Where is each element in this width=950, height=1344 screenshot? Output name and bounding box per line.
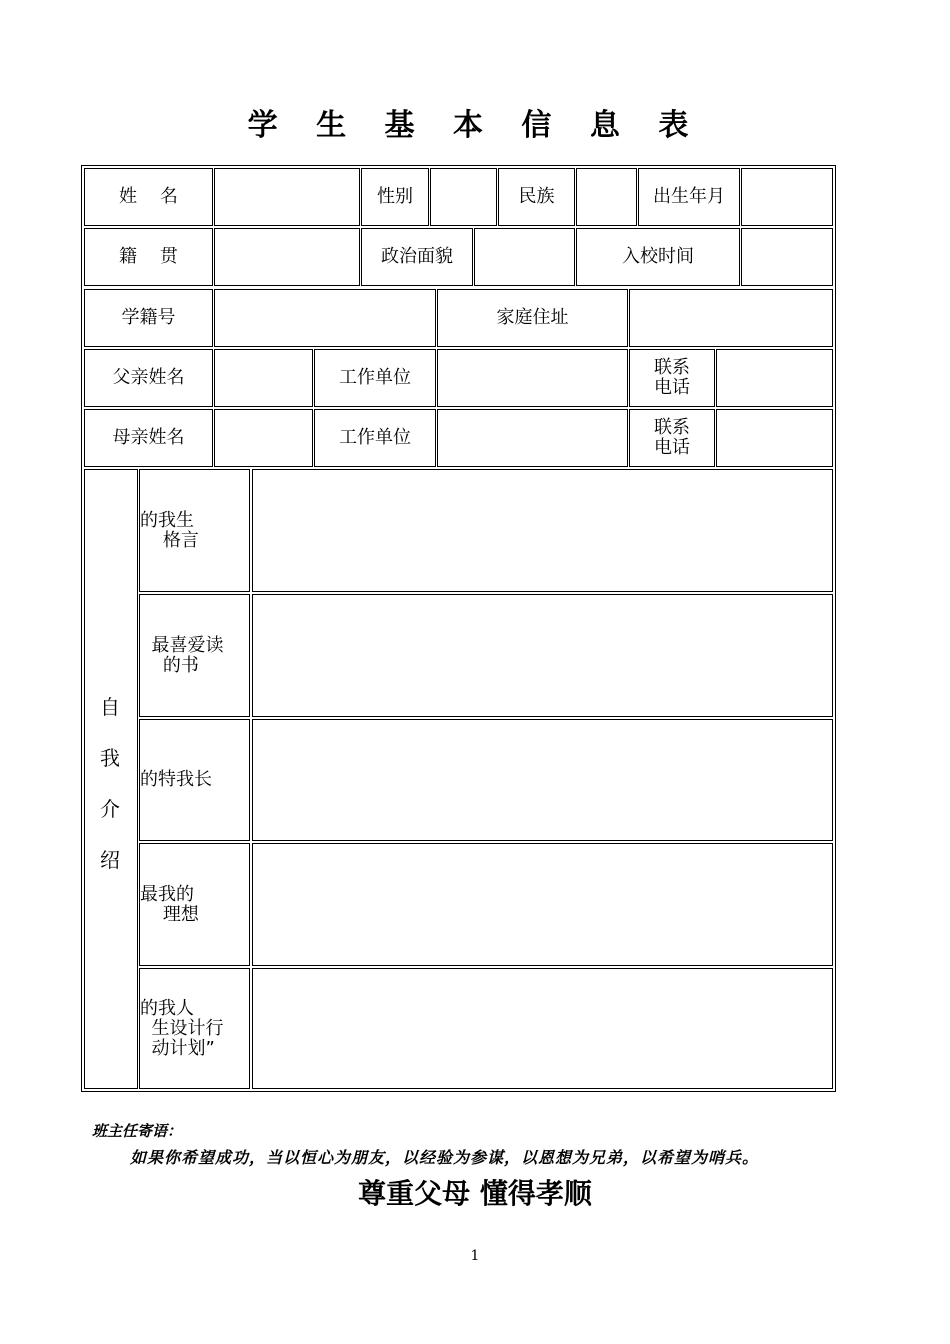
page-title: 学 生 基 本 信 息 表 xyxy=(247,108,703,143)
father-name-label: 父亲姓名 xyxy=(84,349,213,407)
birth-label: 出生年月 xyxy=(638,168,740,226)
specialty-label: 的特我长 xyxy=(139,719,250,841)
origin-label: 籍 贯 xyxy=(84,228,213,286)
self-intro-char-4: 绍 xyxy=(100,848,120,872)
mother-contact-label: 联系 电话 xyxy=(629,409,715,467)
life-plan-label: 的我人 生设计行 动计划” xyxy=(139,968,250,1089)
name-label: 姓 名 xyxy=(84,168,213,226)
slogan: 尊重父母 懂得孝顺 xyxy=(358,1177,592,1210)
teacher-comment-text: 如果你希望成功，当以恒心为朋友，以经验为参谋，以恩想为兄弟，以希望为哨兵。 xyxy=(130,1148,760,1167)
favorite-book-label: 最喜爱读 的书 xyxy=(139,594,250,717)
gender-label: 性别 xyxy=(361,168,429,226)
self-intro-char-2: 我 xyxy=(100,746,120,770)
life-plan-field[interactable] xyxy=(252,968,833,1089)
favorite-book-field[interactable] xyxy=(252,594,833,717)
motto-label: 的我生 格言 xyxy=(139,469,250,592)
political-field[interactable] xyxy=(474,228,575,286)
mother-work-field[interactable] xyxy=(437,409,628,467)
birth-field[interactable] xyxy=(741,168,833,226)
father-work-label: 工作单位 xyxy=(314,349,436,407)
specialty-field[interactable] xyxy=(252,719,833,841)
father-name-field[interactable] xyxy=(214,349,313,407)
address-field[interactable] xyxy=(629,289,833,347)
page-number: 1 xyxy=(470,1248,480,1264)
self-intro-char-3: 介 xyxy=(100,797,120,821)
enroll-field[interactable] xyxy=(741,228,833,286)
mother-name-label: 母亲姓名 xyxy=(84,409,213,467)
student-id-label: 学籍号 xyxy=(84,289,213,347)
self-intro-char-1: 自 xyxy=(100,695,120,719)
political-label: 政治面貌 xyxy=(361,228,473,286)
origin-field[interactable] xyxy=(214,228,360,286)
mother-contact-field[interactable] xyxy=(716,409,833,467)
ethnicity-label: 民族 xyxy=(498,168,575,226)
gender-field[interactable] xyxy=(430,168,497,226)
name-field[interactable] xyxy=(214,168,360,226)
ideal-label: 最我的 理想 xyxy=(139,843,250,966)
ethnicity-field[interactable] xyxy=(576,168,637,226)
ideal-field[interactable] xyxy=(252,843,833,966)
motto-field[interactable] xyxy=(252,469,833,592)
mother-work-label: 工作单位 xyxy=(314,409,436,467)
address-label: 家庭住址 xyxy=(437,289,628,347)
enroll-label: 入校时间 xyxy=(576,228,740,286)
student-id-field[interactable] xyxy=(214,289,436,347)
father-contact-field[interactable] xyxy=(716,349,833,407)
father-contact-label: 联系 电话 xyxy=(629,349,715,407)
teacher-comment-label: 班主任寄语： xyxy=(92,1122,183,1140)
father-work-field[interactable] xyxy=(437,349,628,407)
mother-name-field[interactable] xyxy=(214,409,313,467)
